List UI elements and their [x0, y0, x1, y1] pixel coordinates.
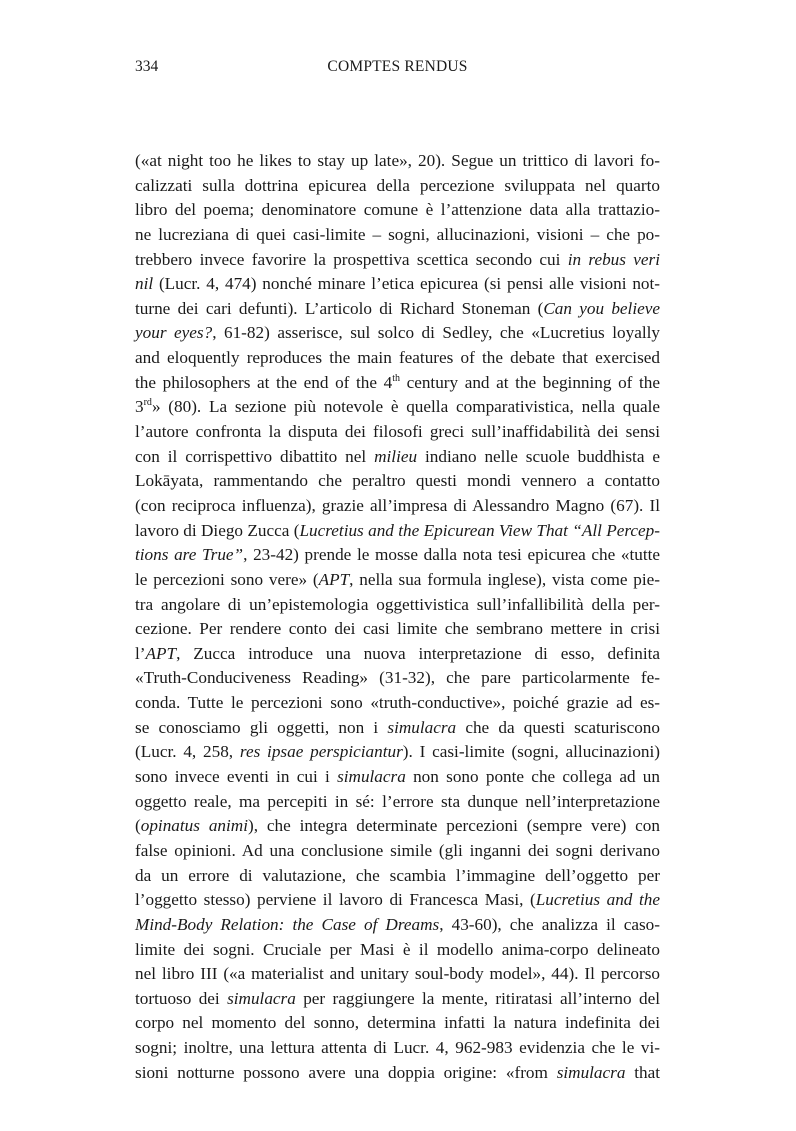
- text-line: [135, 617, 660, 642]
- text-line: [135, 814, 660, 839]
- text-line: [135, 642, 660, 667]
- text-run: ), che integra determinate percezioni (sempre vere) con: [248, 816, 660, 836]
- italic-run: Lucretius and the: [535, 890, 660, 910]
- page-number: 334: [135, 58, 159, 75]
- text-run: tortuoso dei: [135, 988, 228, 1008]
- text-line: [135, 938, 660, 963]
- text-line: [135, 198, 660, 223]
- text-run: («at night too he likes to stay up late», 20). Segue un trittico di lavori fo-: [135, 151, 660, 170]
- text-line: [135, 174, 660, 199]
- italic-run: Lucretius and the Epicurean View That “All Percep-: [299, 520, 660, 540]
- text-run: (: [135, 816, 141, 836]
- text-line: [135, 987, 660, 1012]
- text-run: per raggiungere la mente, ritiratasi all’interno del: [295, 988, 660, 1008]
- text-run: se conosciamo gli oggetti, non i: [135, 717, 388, 737]
- text-line: [135, 568, 660, 593]
- italic-run: nil: [135, 274, 154, 294]
- text-line: [135, 1011, 660, 1036]
- italic-run: milieu: [374, 446, 418, 466]
- text-line: [135, 297, 660, 322]
- italic-run: in rebus veri: [567, 249, 660, 269]
- italic-run: Mind-Body Relation: the Case of Dreams: [135, 914, 440, 934]
- text-run: «Truth-Conduciveness Reading» (31-32), che pare particolarmente fe-: [135, 668, 660, 688]
- superscript: rd: [143, 397, 152, 409]
- text-line: [135, 962, 660, 987]
- text-run: nel libro III («a materialist and unitary soul-body model», 44). Il percorso: [135, 964, 660, 984]
- text-run: da un errore di valutazione, che scambia l’immagine dell’oggetto per: [135, 865, 660, 885]
- text-run: libro del poema; denominatore comune è l’attenzione data alla trattazio-: [135, 200, 660, 220]
- italic-run: opinatus animi: [140, 816, 248, 836]
- text-run: limite dei sogni. Cruciale per Masi è il modello anima-corpo delineato: [135, 939, 660, 959]
- text-run: ). I casi-limite (sogni, allucinazioni): [402, 742, 661, 762]
- text-line: [135, 913, 660, 938]
- text-line: [135, 395, 660, 420]
- text-run: sioni notturne possono avere una doppia origine: «from: [135, 1062, 557, 1082]
- italic-run: simulacra: [337, 767, 406, 787]
- text-run: , 43-60), che analizza il caso-: [439, 914, 660, 934]
- text-line: [135, 272, 660, 297]
- text-line: [135, 321, 660, 346]
- text-run: , 61-82) asserisce, sul solco di Sedley, che «Lucretius loyally: [212, 323, 660, 343]
- italic-run: res ipsae perspiciantur: [239, 742, 403, 762]
- text-line: [135, 371, 660, 396]
- text-line: [135, 149, 660, 174]
- text-run: (con reciproca influenza), grazie all’impresa di Alessandro Magno (67). Il: [135, 495, 660, 515]
- text-run: false opinioni. Ad una conclusione simile (gli inganni dei sogni derivano: [135, 840, 660, 860]
- body-text: [135, 149, 660, 1085]
- text-run: conda. Tutte le percezioni sono «truth-conductive», poiché grazie ad es-: [135, 693, 660, 713]
- italic-run: simulacra: [556, 1062, 626, 1082]
- text-line: [135, 864, 660, 889]
- text-line: [135, 666, 660, 691]
- text-run: , nella sua formula inglese), vista come pie-: [349, 569, 661, 589]
- text-run: l’autore confronta la disputa dei filosofi greci sull’inaffidabilità dei sensi: [135, 422, 660, 442]
- italic-run: Can you believe: [543, 298, 660, 318]
- italic-run: APT: [145, 643, 177, 663]
- text-line: [135, 790, 660, 815]
- text-run: the philosophers at the end of the 4: [135, 372, 393, 392]
- italic-run: APT: [318, 569, 350, 589]
- text-run: le percezioni sono vere» (: [135, 569, 319, 589]
- text-line: [135, 346, 660, 371]
- running-title: COMPTES RENDUS: [327, 58, 468, 75]
- text-run: trebbero invece favorire la prospettiva scettica secondo cui: [135, 249, 568, 269]
- text-line: [135, 420, 660, 445]
- text-line: [135, 1061, 660, 1086]
- text-line: [135, 839, 660, 864]
- text-run: l’: [135, 643, 146, 663]
- text-run: , Zucca introduce una nuova interpretazione di esso, definita: [176, 643, 660, 663]
- text-run: calizzati sulla dottrina epicurea della percezione sviluppata nel quarto: [135, 175, 660, 195]
- text-line: [135, 888, 660, 913]
- text-line: [135, 765, 660, 790]
- text-line: [135, 248, 660, 273]
- text-run: corpo nel momento del sonno, determina infatti la natura indefinita dei: [135, 1013, 660, 1033]
- italic-run: tions are True”: [135, 545, 244, 565]
- text-line: [135, 494, 660, 519]
- italic-run: simulacra: [387, 717, 457, 737]
- text-run: lavoro di Diego Zucca (: [135, 520, 300, 540]
- text-line: [135, 469, 660, 494]
- text-run: and eloquently reproduces the main features of the debate that exercised: [135, 348, 660, 368]
- text-run: ne lucreziana di quei casi-limite – sogni, allucinazioni, visioni – che po-: [135, 224, 660, 244]
- text-run: tra angolare di un’epistemologia oggettivistica sull’infallibilità della per-: [135, 594, 660, 614]
- text-run: indiano nelle scuole buddhista e: [417, 446, 660, 466]
- text-run: turne dei cari defunti). L’articolo di Richard Stoneman (: [135, 298, 544, 318]
- text-run: 3: [135, 397, 144, 417]
- text-run: (Lucr. 4, 258,: [135, 742, 240, 762]
- text-run: non sono ponte che collega ad un: [405, 767, 660, 787]
- text-run: Lokāyata, rammentando che peraltro questi mondi vennero a contatto: [135, 471, 660, 491]
- text-line: [135, 1036, 660, 1061]
- text-run: » (80). La sezione più notevole è quella comparativistica, nella quale: [151, 397, 660, 417]
- text-line: [135, 543, 660, 568]
- text-run: con il corrispettivo dibattito nel: [135, 446, 375, 466]
- text-line: [135, 223, 660, 248]
- italic-run: your eyes?: [135, 323, 213, 343]
- text-run: che da questi scaturiscono: [456, 717, 660, 737]
- text-run: l’oggetto stesso) perviene il lavoro di Francesca Masi, (: [135, 890, 536, 910]
- page-header: [135, 58, 660, 78]
- text-run: cezione. Per rendere conto dei casi limite che sembrano mettere in crisi: [135, 619, 660, 639]
- text-run: oggetto reale, ma percepiti in sé: l’errore sta dunque nell’interpretazione: [135, 791, 660, 811]
- text-line: [135, 691, 660, 716]
- text-line: [135, 716, 660, 741]
- text-line: [135, 519, 660, 544]
- text-run: (Lucr. 4, 474) nonché minare l’etica epicurea (si pensi alle visioni not-: [153, 274, 660, 294]
- text-run: sogni; inoltre, una lettura attenta di Lucr. 4, 962-983 evidenzia che le vi-: [135, 1038, 660, 1058]
- text-line: [135, 740, 660, 765]
- italic-run: simulacra: [227, 988, 296, 1008]
- text-run: that: [625, 1062, 661, 1082]
- text-run: century and at the beginning of the: [399, 372, 660, 392]
- text-run: , 23-42) prende le mosse dalla nota tesi epicurea che «tutte: [243, 545, 661, 565]
- text-line: [135, 445, 660, 470]
- text-run: sono invece eventi in cui i: [135, 767, 338, 787]
- superscript: th: [392, 372, 400, 384]
- text-line: [135, 593, 660, 618]
